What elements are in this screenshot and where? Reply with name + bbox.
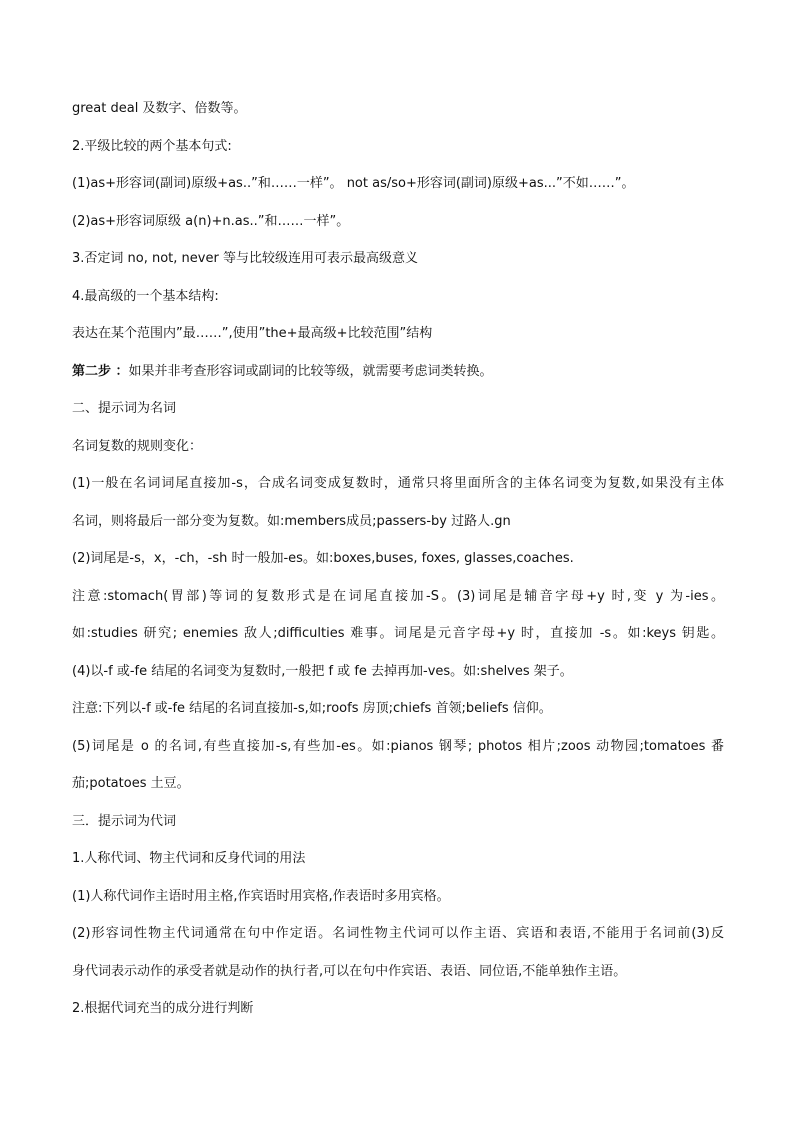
section-heading-pronoun: 三．提示词为代词 bbox=[72, 813, 177, 829]
text-line-plural-rules: 名词复数的规则变化： bbox=[72, 438, 203, 454]
text-line-pronoun-judge: 2.根据代词充当的成分进行判断 bbox=[72, 1001, 254, 1016]
text-line-as-noun: (2)as+形容词原级 a(n)+n.as..”和……一样”。 bbox=[72, 213, 350, 229]
text-line-note-stomach: 注意:stomach(胃部)等词的复数形式是在词尾直接加-S。(3)词尾是辅音字母+y 时,变 y 为-ies。 bbox=[72, 588, 724, 604]
text-line-rule-1a: (1)一般在名词词尾直接加-s，合成名词变成复数时，通常只将里面所含的主体名词变为复数,如果没有主体 bbox=[72, 476, 724, 491]
text-line-examples-y: 如:studies 研究; enemies 敌人;difficulties 难事。词尾是元音字母+y 时，直接加 -s。如:keys 钥匙。 bbox=[72, 626, 724, 641]
document-page bbox=[72, 90, 724, 1028]
text-line-rule-5a: (5)词尾是 o 的名词,有些直接加-s,有些加-es。如:pianos 钢琴; photos 相片;zoos 动物园;tomatoes 番 bbox=[72, 738, 724, 754]
text-line-negation: 3.否定词 no, not, never 等与比较级连用可表示最高级意义 bbox=[72, 251, 418, 266]
step-two-label: 第二步 ： bbox=[72, 363, 129, 379]
text-line-superlative-range: 表达在某个范围内”最……”,使用”the+最高级+比较范围”结构 bbox=[72, 326, 433, 341]
heading-superlative-structure: 4.最高级的一个基本结构: bbox=[72, 288, 219, 304]
text-line-rule-2: (2)词尾是-s，x，-ch，-sh 时一般加-es。如:boxes,buses, foxes, glasses,coaches. bbox=[72, 551, 574, 566]
text-line-possessive-a: (2)形容词性物主代词通常在句中作定语。名词性物主代词可以作主语、宾语和表语,不能用于名词前(3)反 bbox=[72, 926, 724, 941]
text-line-rule-5b: 茄;potatoes 土豆。 bbox=[72, 776, 190, 791]
text-line-pronoun-case: (1)人称代词作主语时用主格,作宾语时用宾格,作表语时多用宾格。 bbox=[72, 888, 450, 904]
text-line-rule-4: (4)以-f 或-fe 结尾的名词变为复数时,一般把 f 或 fe 去掉再加-ves。如:shelves 架子。 bbox=[72, 663, 573, 679]
section-heading-noun: 二、提示词为名词 bbox=[72, 401, 177, 416]
text-line-as-as: (1)as+形容词(副词)原级+as..”和……一样”。 not as/so+形容词(副词)原级+as...”不如……”。 bbox=[72, 176, 635, 191]
heading-comparison-patterns: 2.平级比较的两个基本句式: bbox=[72, 138, 232, 154]
text-line-1: great deal 及数字、倍数等。 bbox=[72, 101, 247, 116]
text-line-pronoun-usage: 1.人称代词、物主代词和反身代词的用法 bbox=[72, 851, 306, 866]
step-two-line bbox=[72, 353, 724, 391]
step-two-text: 如果并非考查形容词或副词的比较等级，就需要考虑词类转换。 bbox=[128, 363, 493, 379]
text-line-rule-1b: 名词，则将最后一部分变为复数。如:members成员;passers-by 过路人.gn bbox=[72, 513, 511, 529]
text-line-possessive-b: 身代词表示动作的承受者就是动作的执行者,可以在句中作宾语、表语、同位语,不能单独作主语。 bbox=[72, 963, 627, 979]
text-line-note-f: 注意:下列以-f 或-fe 结尾的名词直接加-s,如;roofs 房顶;chiefs 首领;beliefs 信仰。 bbox=[72, 701, 552, 716]
